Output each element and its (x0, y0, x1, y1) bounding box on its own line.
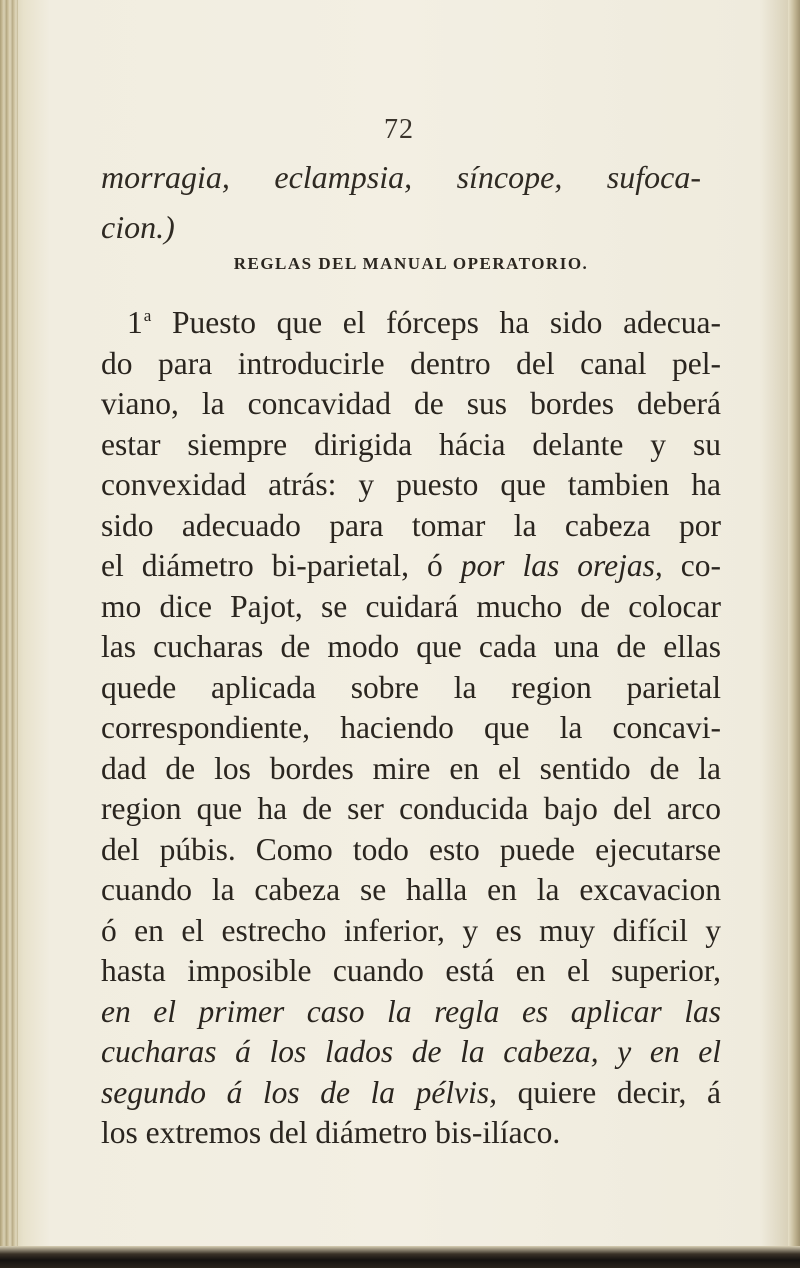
paragraph-line: sido adecuado para tomar la cabeza por (101, 507, 721, 543)
paragraph-line: hasta imposible cuando está en el superior, (101, 953, 721, 988)
paragraph-line: ó en el estrecho inferior, y es muy difícil y (101, 912, 721, 948)
section-heading: REGLAS DEL MANUAL OPERATORIO. (233, 254, 589, 273)
paragraph-line-text: el diámetro bi-parietal, ó (101, 548, 443, 583)
rule-paragraph (101, 296, 721, 1154)
paragraph-line-text: co- (662, 548, 721, 583)
italic-phrase: segundo á los de la pélvis, (101, 1074, 497, 1110)
paragraph-line: mo dice Pajot, se cuidará mucho de colocar (101, 588, 721, 624)
paragraph-line (101, 546, 721, 587)
paragraph-line-text: Puesto que el fórceps ha sido adecua- (151, 305, 721, 340)
paragraph-line: quede aplicada sobre la region parietal (101, 669, 721, 705)
continued-line-2: cion.) (101, 209, 175, 245)
italic-phrase: por las orejas, (460, 548, 663, 583)
paragraph-line (101, 296, 721, 344)
paragraph-line: dad de los bordes mire en el sentido de la (101, 750, 721, 786)
ordinal-number: 1 (127, 305, 143, 340)
paragraph-line: do para introducirle dentro del canal pel- (101, 345, 721, 381)
page-number: 72 (384, 114, 414, 145)
paragraph-line-italic: cucharas á los lados de la cabeza, y en el (101, 1034, 721, 1069)
paragraph-line: convexidad atrás: y puesto que tambien ha (101, 467, 721, 502)
paragraph-line (101, 1073, 721, 1114)
ordinal-superscript: a (143, 306, 152, 325)
page-bottom-shadow (0, 1246, 800, 1268)
paragraph-line: viano, la concavidad de sus bordes deberá (101, 386, 721, 421)
paragraph-line: las cucharas de modo que cada una de ellas (101, 629, 721, 664)
continued-line-1: morragia, eclampsia, síncope, sufoca- (101, 159, 701, 195)
paragraph-line-italic: en el primer caso la regla es aplicar las (101, 993, 721, 1029)
paragraph-line: estar siempre dirigida hácia delante y su (101, 426, 721, 462)
paragraph-line: los extremos del diámetro bis-ilíaco. (101, 1115, 561, 1150)
paragraph-line: region que ha de ser conducida bajo del arco (101, 791, 721, 826)
paragraph-line: cuando la cabeza se halla en la excavacion (101, 872, 721, 907)
continued-text (101, 152, 701, 252)
paragraph-line: correspondiente, haciendo que la concavi- (101, 710, 721, 745)
paragraph-line-text: quiere decir, á (496, 1074, 721, 1110)
paragraph-line: del púbis. Como todo esto puede ejecutarse (101, 831, 721, 867)
